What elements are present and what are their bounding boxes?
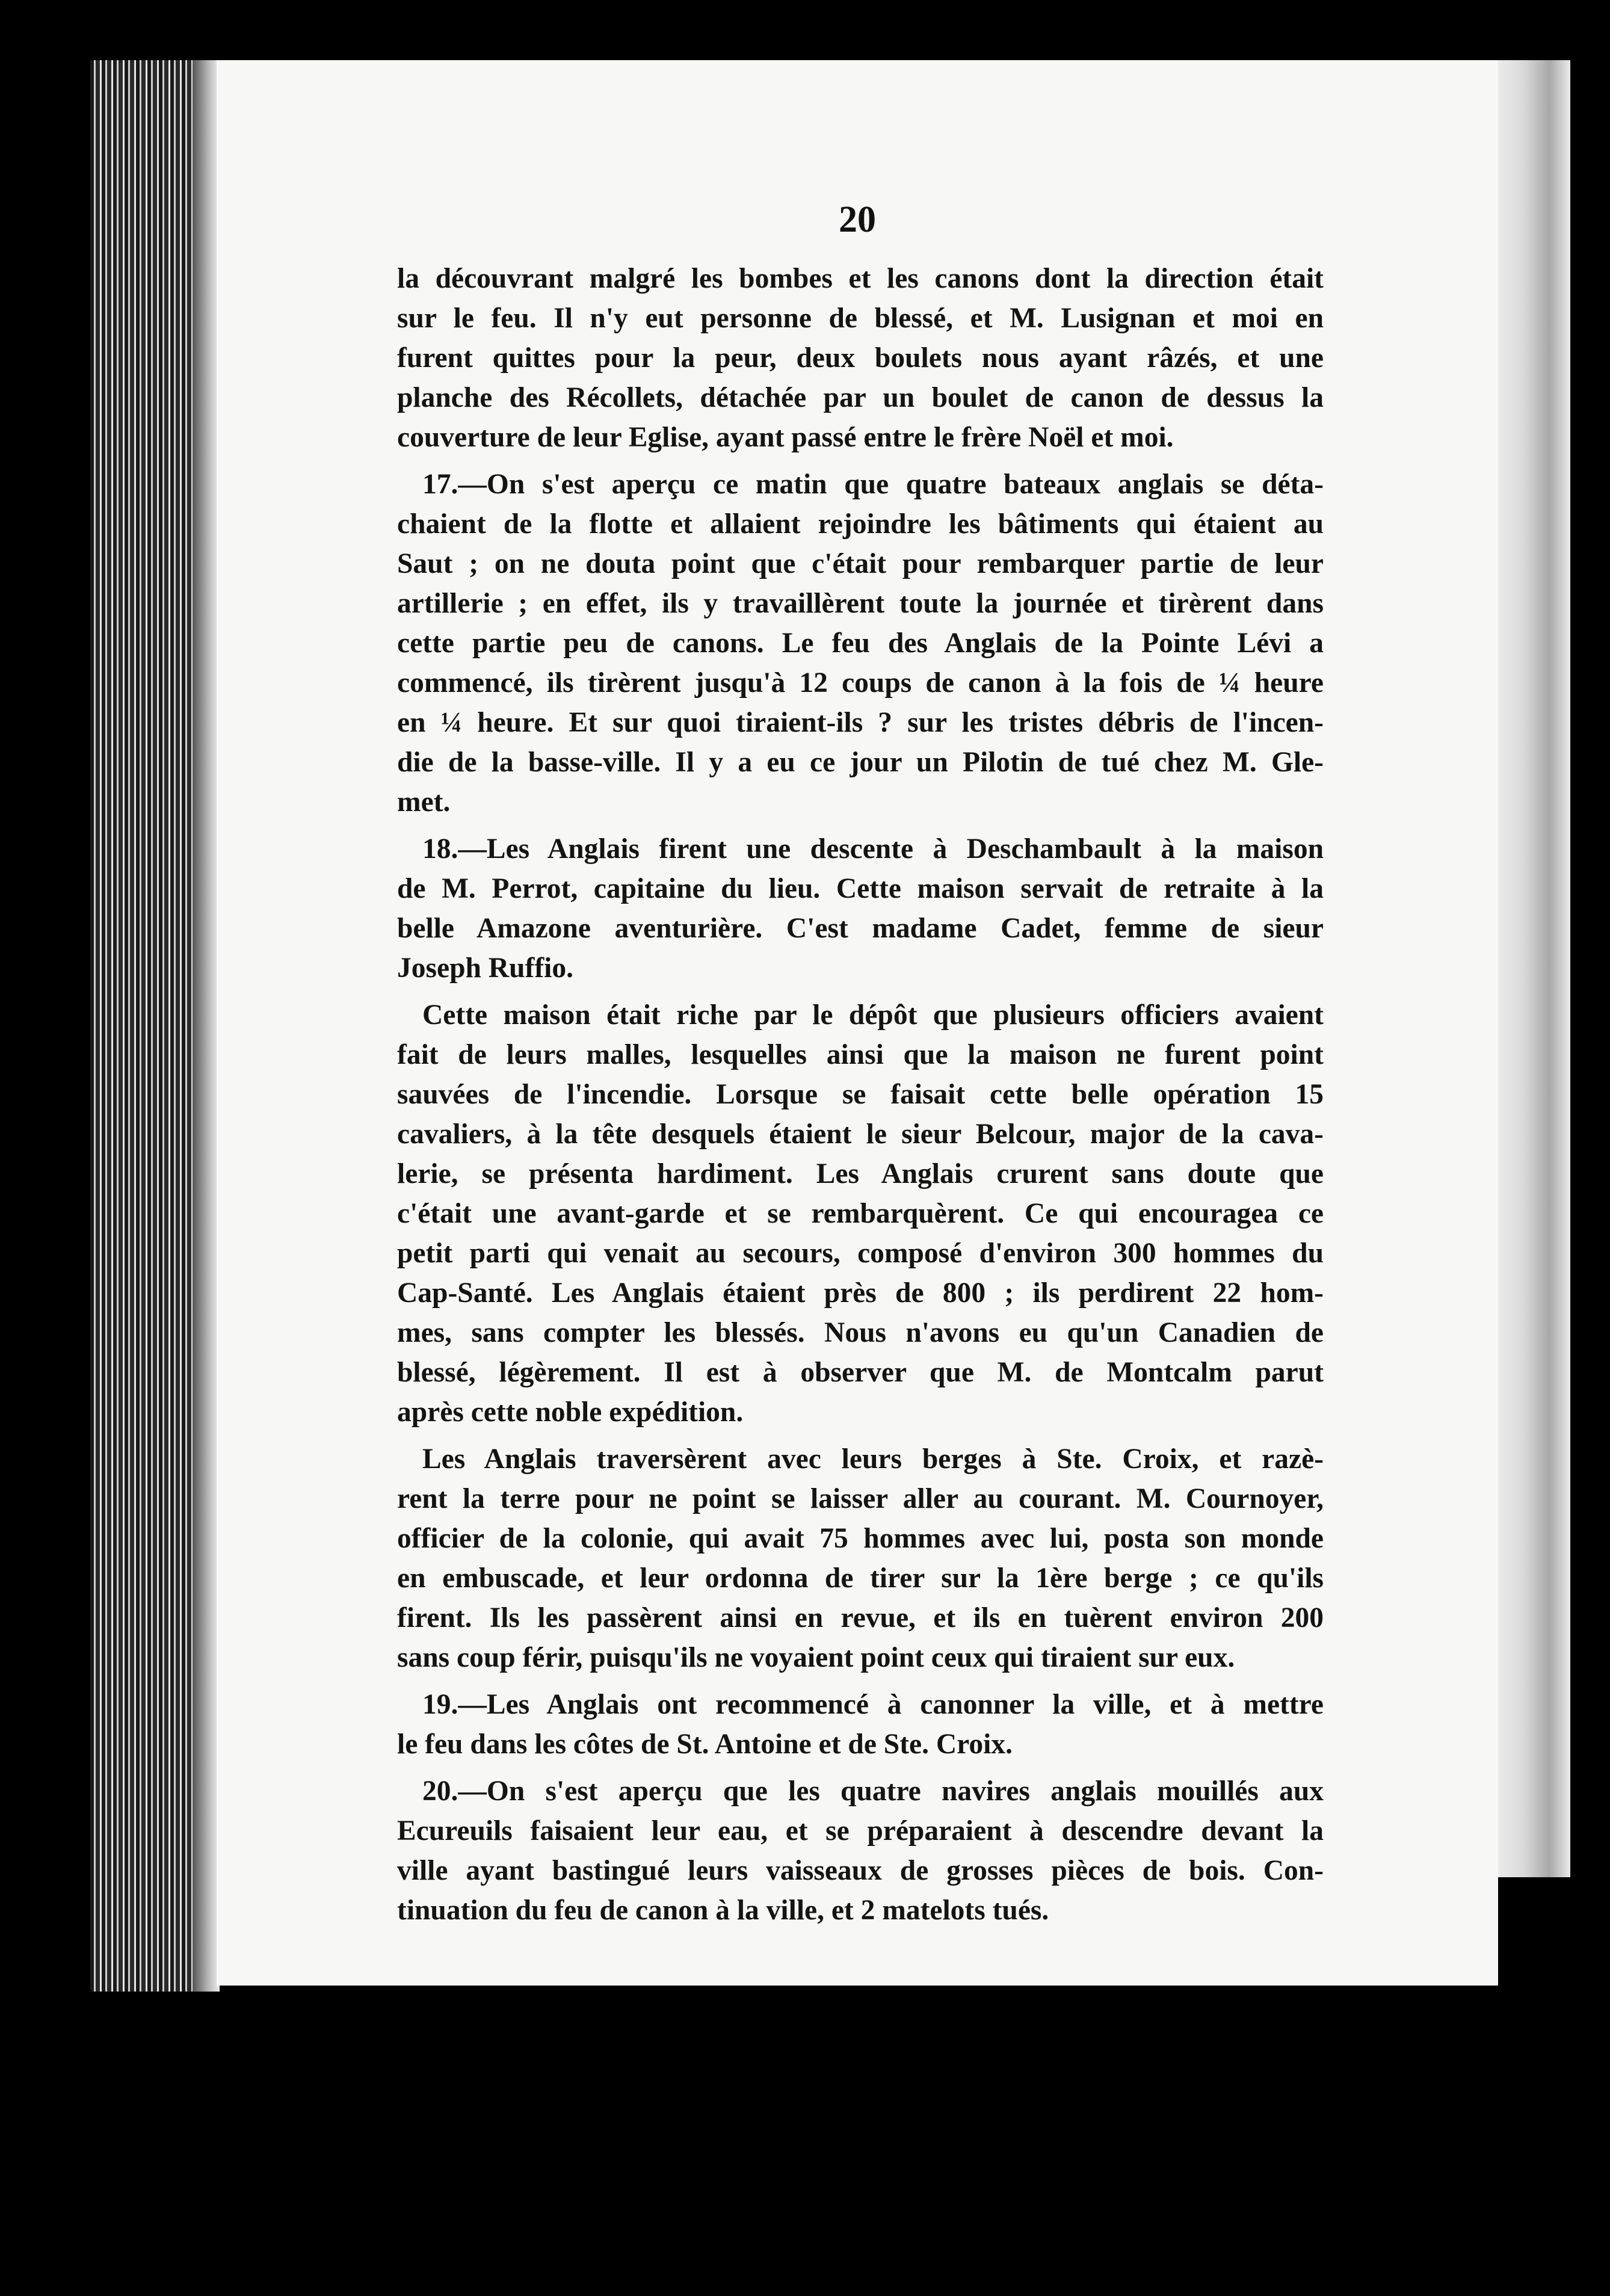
text-line: sans coup férir, puisqu'ils ne voyaient point ceux qui tiraient sur eux. xyxy=(397,1642,1235,1673)
text-line: la découvrant malgré les bombes et les canons dont la direction était xyxy=(397,263,1324,294)
text-line: sauvées de l'incendie. Lorsque se faisait cette belle opération 15 xyxy=(397,1079,1324,1110)
text-line: firent. Ils les passèrent ainsi en revue, et ils en tuèrent environ 200 xyxy=(397,1602,1324,1634)
gutter-shadow xyxy=(193,60,220,1992)
page-body xyxy=(397,259,1324,1937)
text-line: en embuscade, et leur ordonna de tirer sur la 1ère berge ; ce qu'ils xyxy=(397,1563,1324,1594)
paragraph-house xyxy=(397,995,1324,1432)
text-line: Joseph Ruffio. xyxy=(397,952,573,984)
right-page-edge xyxy=(1486,60,1570,1877)
text-line: met. xyxy=(397,786,451,818)
paragraph-ste-croix xyxy=(397,1439,1324,1677)
text-line: rent la terre pour ne point se laisser aller au courant. M. Cournoyer, xyxy=(397,1483,1324,1514)
text-line: 17.—On s'est aperçu ce matin que quatre bateaux anglais se déta- xyxy=(422,469,1324,500)
text-line: lerie, se présenta hardiment. Les Anglais crurent sans doute que xyxy=(397,1158,1324,1190)
text-line: chaient de la flotte et allaient rejoindre les bâtiments qui étaient au xyxy=(397,508,1324,540)
text-line: commencé, ils tirèrent jusqu'à 12 coups de canon à la fois de ¼ heure xyxy=(397,667,1324,699)
text-line: artillerie ; en effet, ils y travaillèrent toute la journée et tirèrent dans xyxy=(397,588,1324,619)
text-line: furent quittes pour la peur, deux boulets nous ayant râzés, et une xyxy=(397,342,1324,374)
text-line: Cette maison était riche par le dépôt que plusieurs officiers avaient xyxy=(422,999,1324,1031)
text-line: Ecureuils faisaient leur eau, et se préparaient à descendre devant la xyxy=(397,1815,1324,1847)
text-line: cette partie peu de canons. Le feu des Anglais de la Pointe Lévi a xyxy=(397,628,1324,659)
paragraph-entry-20 xyxy=(397,1771,1324,1930)
text-line: couverture de leur Eglise, ayant passé entre le frère Noël et moi. xyxy=(397,422,1174,453)
text-line: de M. Perrot, capitaine du lieu. Cette maison servait de retraite à la xyxy=(397,873,1324,904)
text-line: ville ayant bastingué leurs vaisseaux de grosses pièces de bois. Con- xyxy=(397,1855,1324,1886)
paragraph-entry-18 xyxy=(397,829,1324,988)
page-number: 20 xyxy=(839,199,876,240)
paragraph-entry-19 xyxy=(397,1685,1324,1764)
text-line: en ¼ heure. Et sur quoi tiraient-ils ? sur les tristes débris de l'incen- xyxy=(397,707,1324,738)
text-line: le feu dans les côtes de St. Antoine et de Ste. Croix. xyxy=(397,1729,1013,1760)
text-line: mes, sans compter les blessés. Nous n'avons eu qu'un Canadien de xyxy=(397,1317,1324,1348)
text-line: belle Amazone aventurière. C'est madame Cadet, femme de sieur xyxy=(397,913,1324,944)
text-line: blessé, légèrement. Il est à observer que M. de Montcalm parut xyxy=(397,1357,1324,1388)
paragraph-entry-17 xyxy=(397,464,1324,822)
text-line: 18.—Les Anglais firent une descente à Deschambault à la maison xyxy=(422,833,1324,865)
text-line: die de la basse-ville. Il y a eu ce jour un Pilotin de tué chez M. Gle- xyxy=(397,747,1324,778)
text-line: tinuation du feu de canon à la ville, et 2 matelots tués. xyxy=(397,1895,1049,1926)
text-line: après cette noble expédition. xyxy=(397,1396,744,1428)
book-page xyxy=(217,60,1498,1986)
text-line: c'était une avant-garde et se rembarquèrent. Ce qui encouragea ce xyxy=(397,1198,1324,1229)
text-line: 20.—On s'est aperçu que les quatre navires anglais mouillés aux xyxy=(422,1776,1324,1807)
text-line: Cap-Santé. Les Anglais étaient près de 800 ; ils perdirent 22 hom- xyxy=(397,1277,1324,1309)
text-line: officier de la colonie, qui avait 75 hommes avec lui, posta son monde xyxy=(397,1523,1324,1554)
text-line: planche des Récollets, détachée par un boulet de canon de dessus la xyxy=(397,382,1324,413)
text-line: Saut ; on ne douta point que c'était pour rembarquer partie de leur xyxy=(397,548,1324,579)
text-line: cavaliers, à la tête desquels étaient le sieur Belcour, major de la cava- xyxy=(397,1119,1324,1150)
text-line: petit parti qui venait au secours, composé d'environ 300 hommes du xyxy=(397,1238,1324,1269)
text-line: 19.—Les Anglais ont recommencé à canonner la ville, et à mettre xyxy=(422,1689,1324,1720)
paragraph-continuation xyxy=(397,259,1324,457)
text-line: Les Anglais traversèrent avec leurs berges à Ste. Croix, et razè- xyxy=(422,1443,1324,1475)
text-line: fait de leurs malles, lesquelles ainsi que la maison ne furent point xyxy=(397,1039,1324,1070)
text-line: sur le feu. Il n'y eut personne de blessé, et M. Lusignan et moi en xyxy=(397,303,1324,334)
